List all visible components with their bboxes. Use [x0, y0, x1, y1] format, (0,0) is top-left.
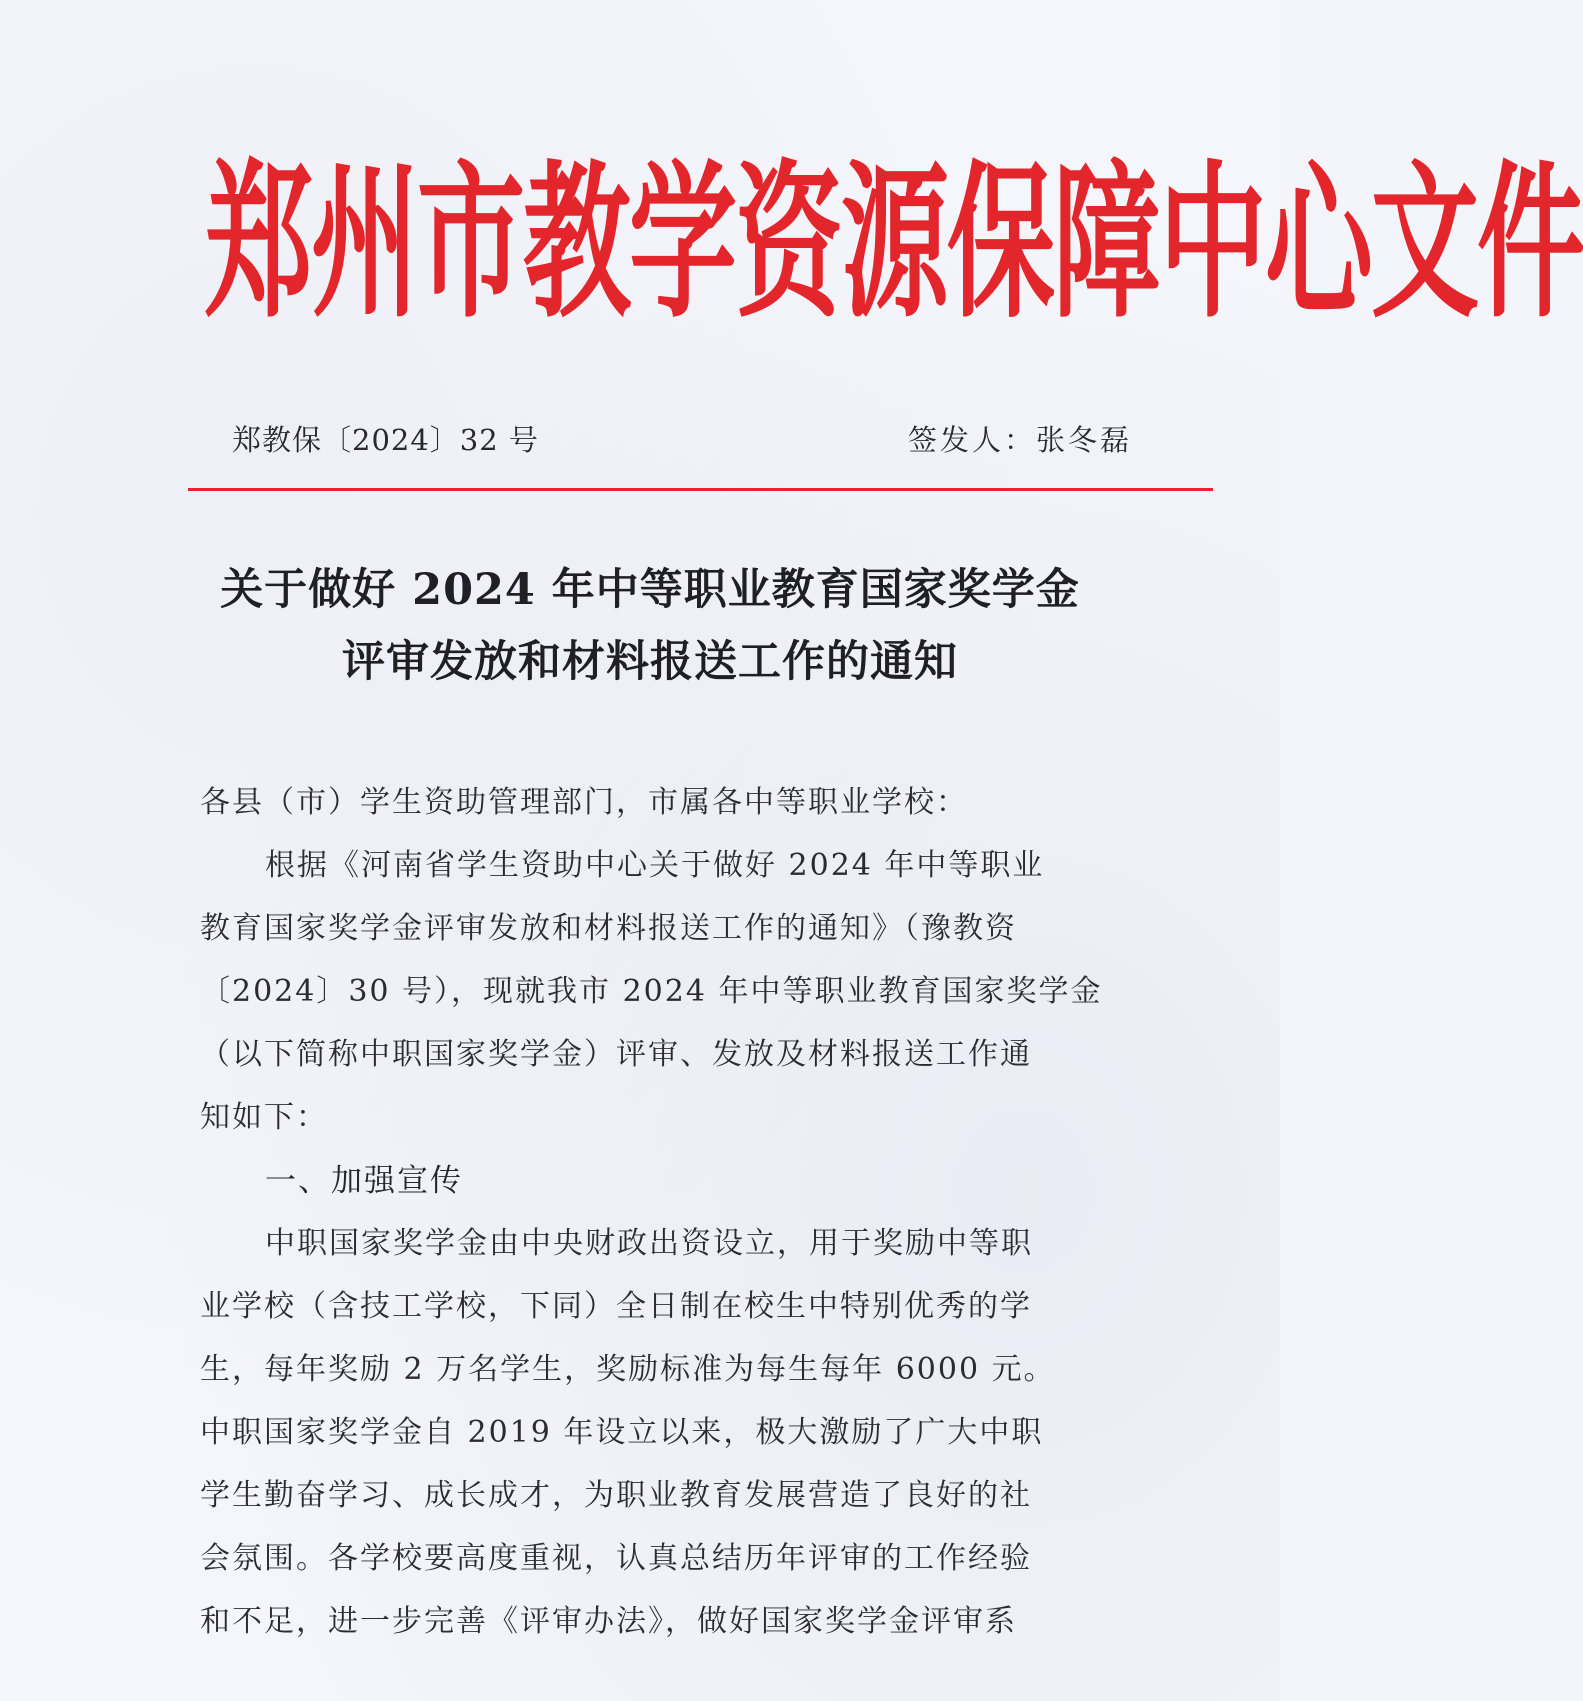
paragraph-line: 和不足，进一步完善《评审办法》，做好国家奖学金评审系 — [200, 1604, 1017, 1639]
salutation: 各县（市）学生资助管理部门，市属各中等职业学校： — [200, 785, 968, 820]
document-number: 郑教保〔2024〕32 号 — [232, 423, 539, 457]
section-heading: 一、加强宣传 — [265, 1163, 463, 1199]
document-title-line-2: 评审发放和材料报送工作的通知 — [342, 637, 958, 687]
red-divider-line — [188, 488, 1213, 491]
document-title-line-1: 关于做好 2024 年中等职业教育国家奖学金 — [220, 565, 1080, 615]
paragraph-line: 知如下： — [200, 1100, 328, 1135]
paragraph-line: 教育国家奖学金评审发放和材料报送工作的通知》（豫教资 — [200, 911, 1017, 946]
paragraph-line: 生，每年奖励 2 万名学生，奖励标准为每生每年 6000 元。 — [200, 1352, 1056, 1387]
paragraph-line: 中职国家奖学金由中央财政出资设立，用于奖励中等职 — [265, 1226, 1033, 1261]
paragraph-line: （以下简称中职国家奖学金）评审、发放及材料报送工作通 — [200, 1037, 1032, 1072]
paragraph-line: 中职国家奖学金自 2019 年设立以来，极大激励了广大中职 — [200, 1415, 1044, 1450]
org-masthead-title: 郑州市教学资源保障中心文件 — [205, 147, 1583, 342]
paragraph-line: 会氛围。各学校要高度重视，认真总结历年评审的工作经验 — [200, 1541, 1032, 1576]
paragraph-line: 业学校（含技工学校，下同）全日制在校生中特别优秀的学 — [200, 1289, 1032, 1324]
masthead — [205, 147, 1583, 342]
paragraph-line: 学生勤奋学习、成长成才，为职业教育发展营造了良好的社 — [200, 1478, 1032, 1513]
paragraph-line: 〔2024〕30 号），现就我市 2024 年中等职业教育国家奖学金 — [200, 974, 1103, 1009]
paragraph-line: 根据《河南省学生资助中心关于做好 2024 年中等职业 — [265, 848, 1045, 883]
issuer-signature: 签发人：张冬磊 — [907, 423, 1132, 457]
